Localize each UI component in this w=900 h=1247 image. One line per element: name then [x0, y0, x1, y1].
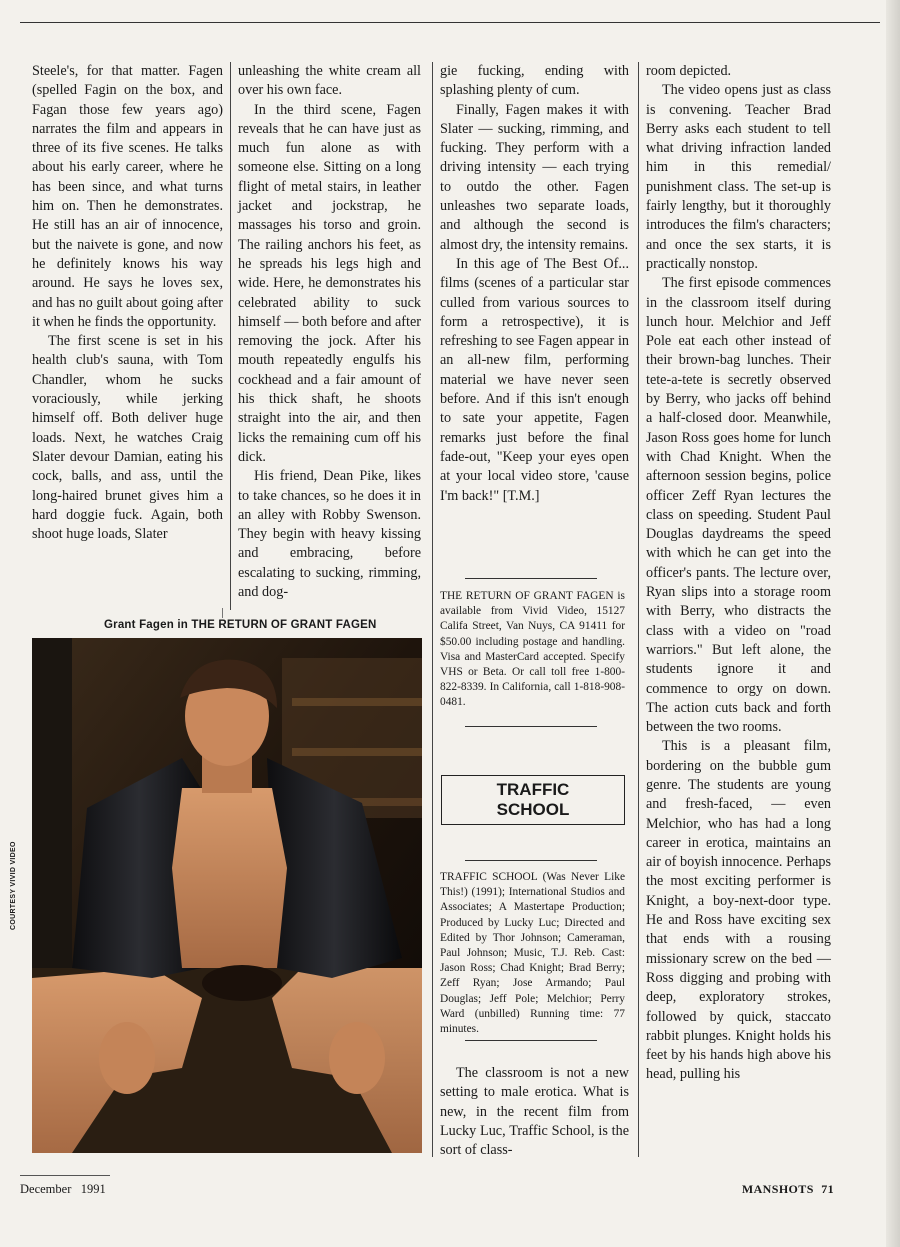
paragraph: This is a pleasant film, bordering on the bubble gum genre. The students are young and fresh-faced, — even Melchior, who has had a long career in erotica, maintains an air of boyish innocence. Perhaps the most exciting performer is Knight, a boy-next-door type. He and Ross have exciting sex that ends with a rousing missionary screw on the bed — Ross digging and probing with deep, exploratory strokes, followed by quick, staccato rabbit plunges. Knight holds his feet by his hands high above his head, pulling his — [646, 738, 831, 1083]
paragraph: gie fucking, ending with splashing plenty of cum. — [440, 63, 629, 99]
column-divider — [638, 62, 639, 1157]
paragraph: room depicted. — [646, 63, 732, 79]
footer-rule — [20, 1175, 110, 1176]
column-1 — [32, 62, 223, 544]
info-rule — [465, 578, 597, 579]
column-divider — [432, 62, 433, 1157]
column-3 — [440, 62, 629, 506]
paragraph: The classroom is not a new setting to male erotica. What is new, in the recent film from Lucky Luc, Traffic School, is the sort of class- — [440, 1065, 629, 1159]
grant-fagen-info — [440, 589, 625, 711]
paragraph: The first scene is set in his health club's sauna, with Tom Chandler, whom he sucks voraciously, while jerking himself off. Both deliver huge loads. Next, he watches Craig Slater devour Damian, eating his cock, balls, and ass, until the long-haired brunet gives him a hard doggie fuck. Again, both shoot huge loads, Slater — [32, 333, 223, 543]
paragraph: In the third scene, Fagen reveals that he can have just as much fun alone as with someone else. Sitting on a long flight of metal stairs, in leather jacket and jockstrap, he massages his torso and groin. The railing anchors his feet, as he spreads his legs high and wide. Here, he demonstrates his celebrated ability to suck himself — both before and after removing the jock. After his mouth repeatedly engulfs his cockhead and a fair amount of his thick shaft, he shoots straight into the air, and then licks the remaining cum off his dick. — [238, 101, 421, 465]
paragraph: The first episode commences in the classroom itself during lunch hour. Melchior and Jeff Pole eat each other instead of their brown-bag lunches. Their tete-a-tete is secretly observed by Berry, who jacks off behind a half-closed door. Meanwhile, Jason Ross goes home for lunch with Chad Knight. When the afternoon session begins, police officer Zeff Ryan lectures the class on speeding. Student Paul Douglas daydreams the speed with which he can get into the officer's pants. The lecture over, Ryan slips into a storage room with Berry, who distracts the class with a video on "road warriors." But left alone, the students ignore it and commence to orgy on down. The action cuts back and forth between the two rooms. — [646, 275, 831, 736]
traffic-school-title-box — [441, 775, 625, 825]
column-divider — [230, 62, 231, 610]
photo-credit: COURTESY VIVID VIDEO — [10, 841, 17, 930]
paragraph: Steele's, for that matter. Fagen (spelled Fagin on the box, and Fagan those few years ago) narrates the film and appears in three of its five scenes. He talks about his early career, where he has been since, and what turns him on. Then he demonstrates. He still has an air of innocence, but the naivete is gone, and now he definitely knows his way around. He says he loves sex, and has no guilt about going after it when he finds the opportunity. — [32, 63, 223, 330]
photo-illustration — [32, 638, 422, 1153]
info-rule — [465, 860, 597, 861]
traffic-school-credits — [440, 870, 625, 1037]
paragraph: In this age of The Best Of... films (scenes of a particular star culled from various sources to form a retrospective), it is refreshing to see Fagen appear in an all-new film, performing material we have never seen before. And if this isn't enough to sate your appetite, Fagen remarks just before the final fade-out, "Keep your eyes open at your local video store, 'cause I'm back!" [T.M.] — [440, 255, 629, 504]
availability-text: THE RETURN OF GRANT FAGEN is available from Vivid Video, 15127 Califa Street, Van Nuys, CA 91411 for $50.00 including postage and handling. Visa and MasterCard accepted. Specify VHS or Beta. Or call toll free 1-800-822-8339. In California, call 1-818-908-0481. — [440, 590, 625, 709]
footer-folio — [742, 1182, 834, 1197]
credits-text: TRAFFIC SCHOOL (Was Never Like This!) (1991); International Studios and Associates; A Mastertape Production; Produced by Lucky Luc; Directed and Edited by Thor Johnson; Cameraman, Paul Johnson; Music, T.J. Reb. Cast: Jason Ross; Chad Knight; Brad Berry; Zeff Ryan; Jose Armando; Paul Douglas; Jeff Pole; Melchior; Perry Ward (unbilled) Running time: 77 minutes. — [440, 871, 625, 1036]
magazine-name: MANSHOTS — [741, 1182, 814, 1196]
photo — [32, 638, 422, 1153]
column-divider-tick — [222, 608, 223, 618]
box-title-line: TRAFFIC — [496, 780, 570, 799]
column-4 — [646, 62, 831, 1085]
info-rule — [465, 1040, 597, 1041]
info-rule — [465, 726, 597, 727]
top-rule — [20, 22, 880, 23]
column-2 — [238, 62, 421, 602]
paragraph: His friend, Dean Pike, likes to take chances, so he does it in an alley with Robby Swenson. They begin with heavy kissing and embracing, before escalating to sucking, rimming, and dog- — [238, 468, 421, 601]
page-number: 71 — [821, 1182, 834, 1196]
paragraph: Finally, Fagen makes it with Slater — sucking, rimming, and fucking. They perform with a driving intensity — each trying to outdo the other. Fagen unleashes two separate loads, and although the second is almost dry, the intensity remains. — [440, 101, 629, 253]
paragraph: unleashing the white cream all over his own face. — [238, 63, 421, 99]
column-3-bottom — [440, 1064, 629, 1160]
page-edge — [886, 0, 900, 1247]
footer-date: December 1991 — [20, 1182, 106, 1196]
photo-caption: Grant Fagen in THE RETURN OF GRANT FAGEN — [104, 619, 377, 631]
box-title-line: SCHOOL — [496, 800, 570, 819]
paragraph: The video opens just as class is convening. Teacher Brad Berry asks each student to tell what driving infraction landed him in this remedial/ punishment class. The set-up is fairly lengthy, but it thoroughly introduces the film's characters; and once the sex starts, it is practically nonstop. — [646, 82, 831, 272]
